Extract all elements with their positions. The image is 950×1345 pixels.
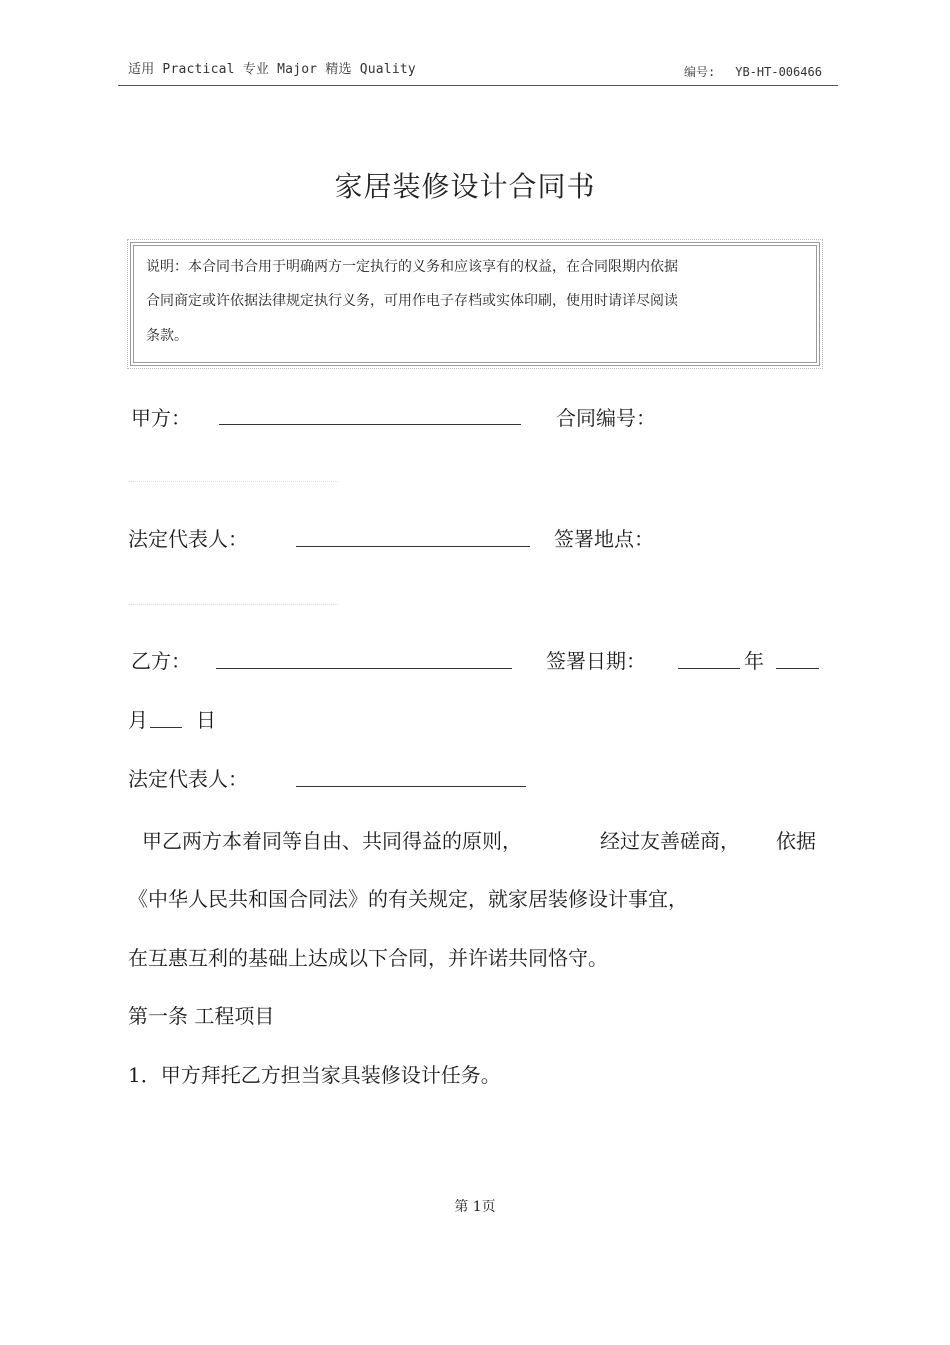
party-b-label: 乙方： <box>131 649 191 673</box>
para1-part-b: 经过友善磋商， <box>600 829 740 853</box>
document-code-label: 编号: <box>684 65 716 79</box>
note-line-1: 说明：本合同书合用于明确两方一定执行的义务和应该享有的权益，在合同限期内依据 <box>146 259 678 275</box>
page-number: 第 1页 <box>454 1199 496 1215</box>
legal-rep-a-label: 法定代表人： <box>128 527 248 551</box>
header-divider <box>118 85 838 86</box>
article1-title: 第一条 工程项目 <box>128 1004 275 1028</box>
para2: 《中华人民共和国合同法》的有关规定，就家居装修设计事宜， <box>128 887 688 911</box>
item1: 1．甲方拜托乙方担当家具装修设计任务。 <box>128 1063 501 1087</box>
year-label: 年 <box>744 649 764 673</box>
sign-date-label: 签署日期： <box>546 649 646 673</box>
para1-part-c: 依据 <box>776 829 816 853</box>
month-blank-b <box>150 726 182 728</box>
document-code-value: YB-HT-006466 <box>735 65 822 79</box>
year-blank <box>678 667 740 669</box>
party-a-blank <box>219 423 521 425</box>
legal-rep-b-blank <box>296 785 526 787</box>
para1-part-a: 甲乙两方本着同等自由、共同得益的原则， <box>142 829 522 853</box>
party-b-blank <box>216 667 512 669</box>
contract-no-label: 合同编号： <box>556 406 656 430</box>
header-tagline: 适用 Practical 专业 Major 精选 Quality <box>128 62 416 77</box>
faint-separator <box>128 603 338 605</box>
faint-separator <box>128 480 338 482</box>
sign-place-label: 签署地点： <box>554 527 654 551</box>
day-label: 日 <box>196 708 216 732</box>
note-line-3: 条款。 <box>146 328 188 344</box>
legal-rep-b-label: 法定代表人： <box>128 767 248 791</box>
legal-rep-a-blank <box>296 545 530 547</box>
month-blank-a <box>776 667 819 669</box>
document-title: 家居装修设计合同书 <box>334 170 596 203</box>
note-line-2: 合同商定或许依据法律规定执行义务，可用作电子存档或实体印刷，使用时请详尽阅读 <box>146 293 678 309</box>
document-code <box>684 63 822 80</box>
party-a-label: 甲方： <box>131 406 191 430</box>
para3: 在互惠互利的基础上达成以下合同，并许诺共同恪守。 <box>128 946 608 970</box>
month-label: 月 <box>128 708 148 732</box>
